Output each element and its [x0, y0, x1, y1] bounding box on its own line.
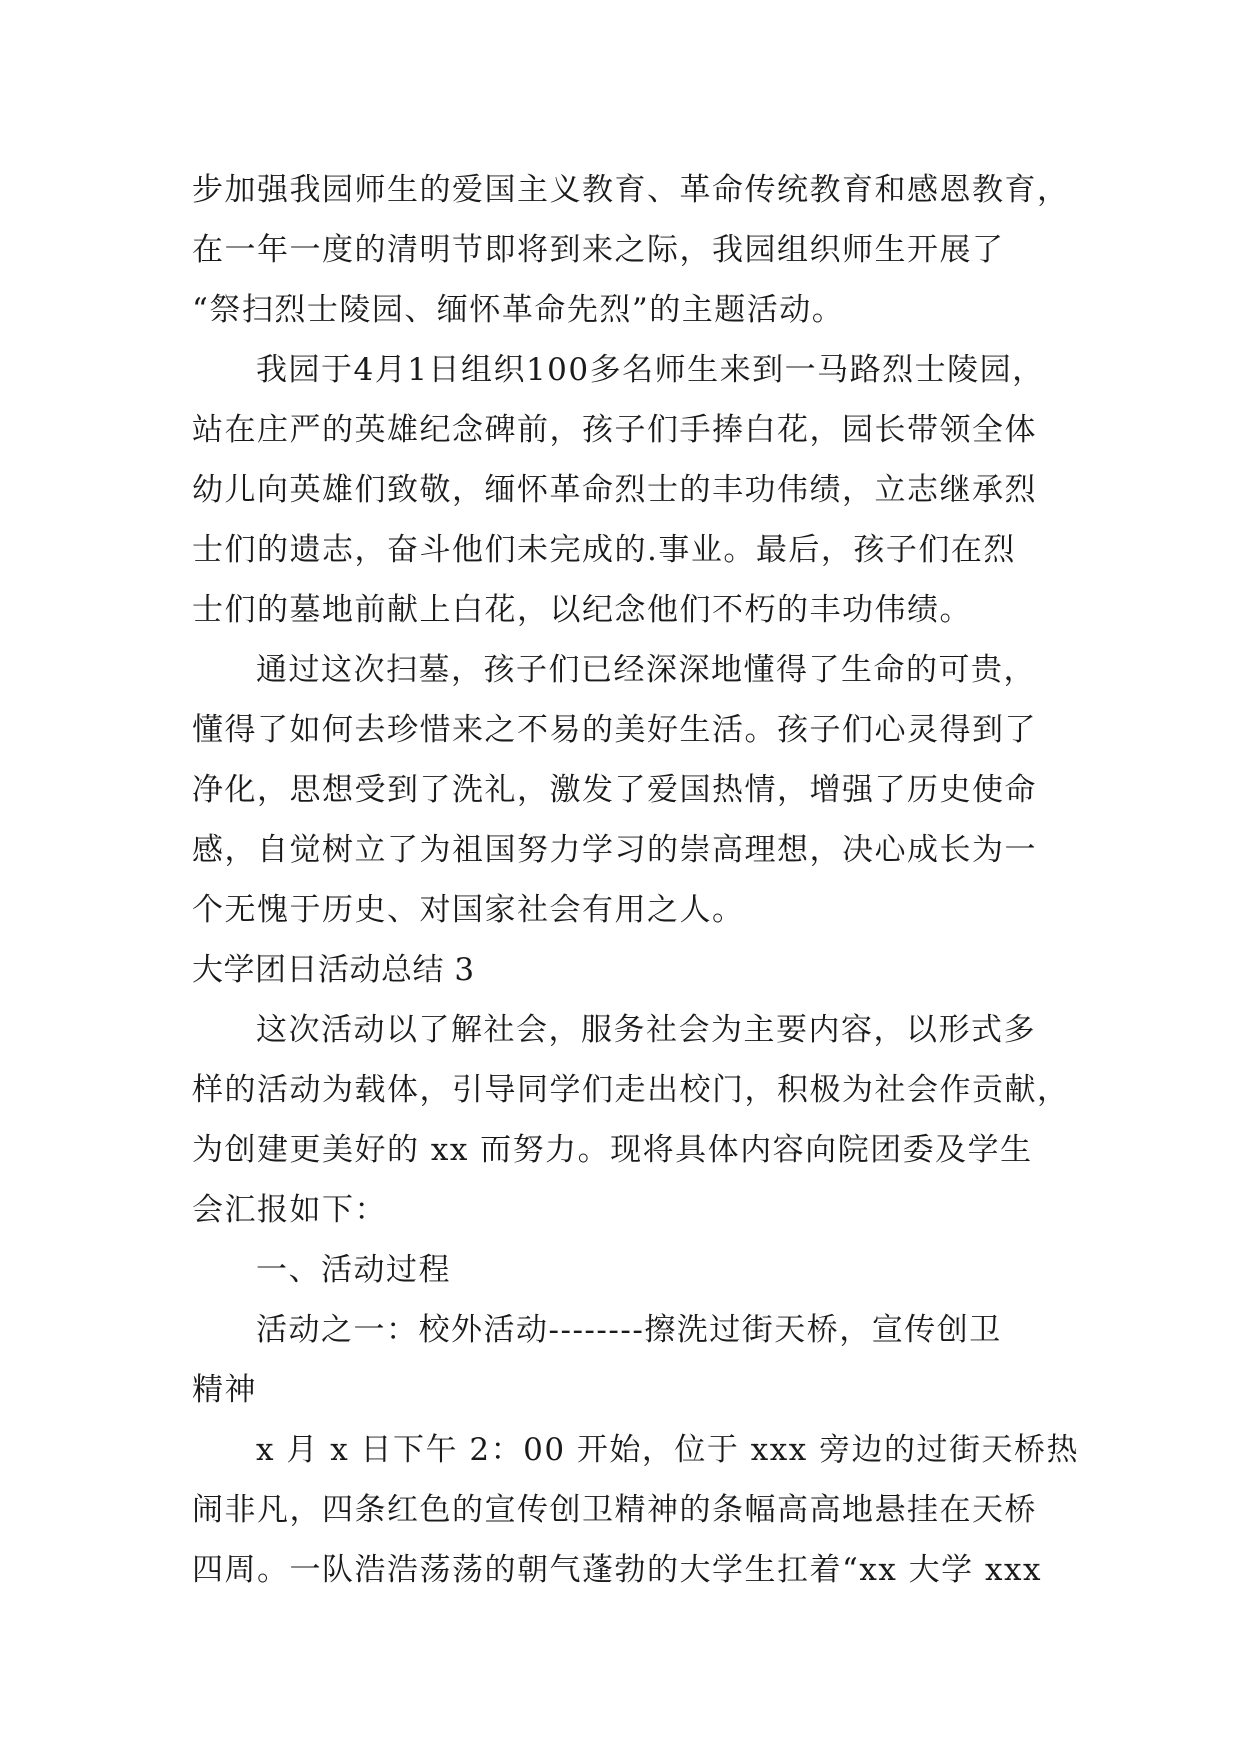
- paragraph-first-line: 活动之一：校外活动--------擦洗过街天桥，宣传创卫: [256, 1312, 1002, 1348]
- body-line: 在一年一度的清明节即将到来之际，我园组织师生开展了: [192, 232, 1005, 268]
- body-line: 为创建更美好的 xx 而努力。现将具体内容向院团委及学生: [192, 1132, 1033, 1168]
- body-line: 懂得了如何去珍惜来之不易的美好生活。孩子们心灵得到了: [192, 712, 1037, 748]
- body-line: “祭扫烈士陵园、缅怀革命先烈”的主题活动。: [192, 292, 845, 328]
- body-line: 净化，思想受到了洗礼，激发了爱国热情，增强了历史使命: [192, 772, 1037, 808]
- body-line: 步加强我园师生的爱国主义教育、革命传统教育和感恩教育，: [192, 172, 1070, 208]
- document-body: [192, 160, 1080, 1600]
- body-line: 感，自觉树立了为祖国努力学习的崇高理想，决心成长为一: [192, 832, 1037, 868]
- body-line: 闹非凡，四条红色的宣传创卫精神的条幅高高地悬挂在天桥: [192, 1492, 1037, 1528]
- body-line: 站在庄严的英雄纪念碑前，孩子们手捧白花，园长带领全体: [192, 412, 1037, 448]
- paragraph-first-line: x 月 x 日下午 2：00 开始，位于 xxx 旁边的过街天桥热: [256, 1432, 1080, 1468]
- body-line: 个无愧于历史、对国家社会有用之人。: [192, 892, 745, 928]
- paragraph-first-line: 通过这次扫墓，孩子们已经深深地懂得了生命的可贵，: [256, 652, 1036, 688]
- body-line: 幼儿向英雄们致敬，缅怀革命烈士的丰功伟绩，立志继承烈: [192, 472, 1037, 508]
- body-line: 士们的墓地前献上白花，以纪念他们不朽的丰功伟绩。: [192, 592, 972, 628]
- subsection-heading: 一、活动过程: [256, 1252, 451, 1288]
- body-line: 会汇报如下：: [192, 1192, 387, 1228]
- paragraph-first-line: 这次活动以了解社会，服务社会为主要内容，以形式多: [256, 1012, 1036, 1048]
- paragraph-first-line: 我园于4月1日组织100多名师生来到一马路烈士陵园，: [256, 352, 1045, 388]
- body-line: 样的活动为载体，引导同学们走出校门，积极为社会作贡献，: [192, 1072, 1070, 1108]
- body-line: 士们的遗志，奋斗他们未完成的.事业。最后，孩子们在烈: [192, 532, 1016, 568]
- body-line: 精神: [192, 1372, 257, 1408]
- body-line: 四周。一队浩浩荡荡的朝气蓬勃的大学生扛着“xx 大学 xxx: [192, 1552, 1042, 1588]
- section-heading: 大学团日活动总结 3: [192, 952, 475, 988]
